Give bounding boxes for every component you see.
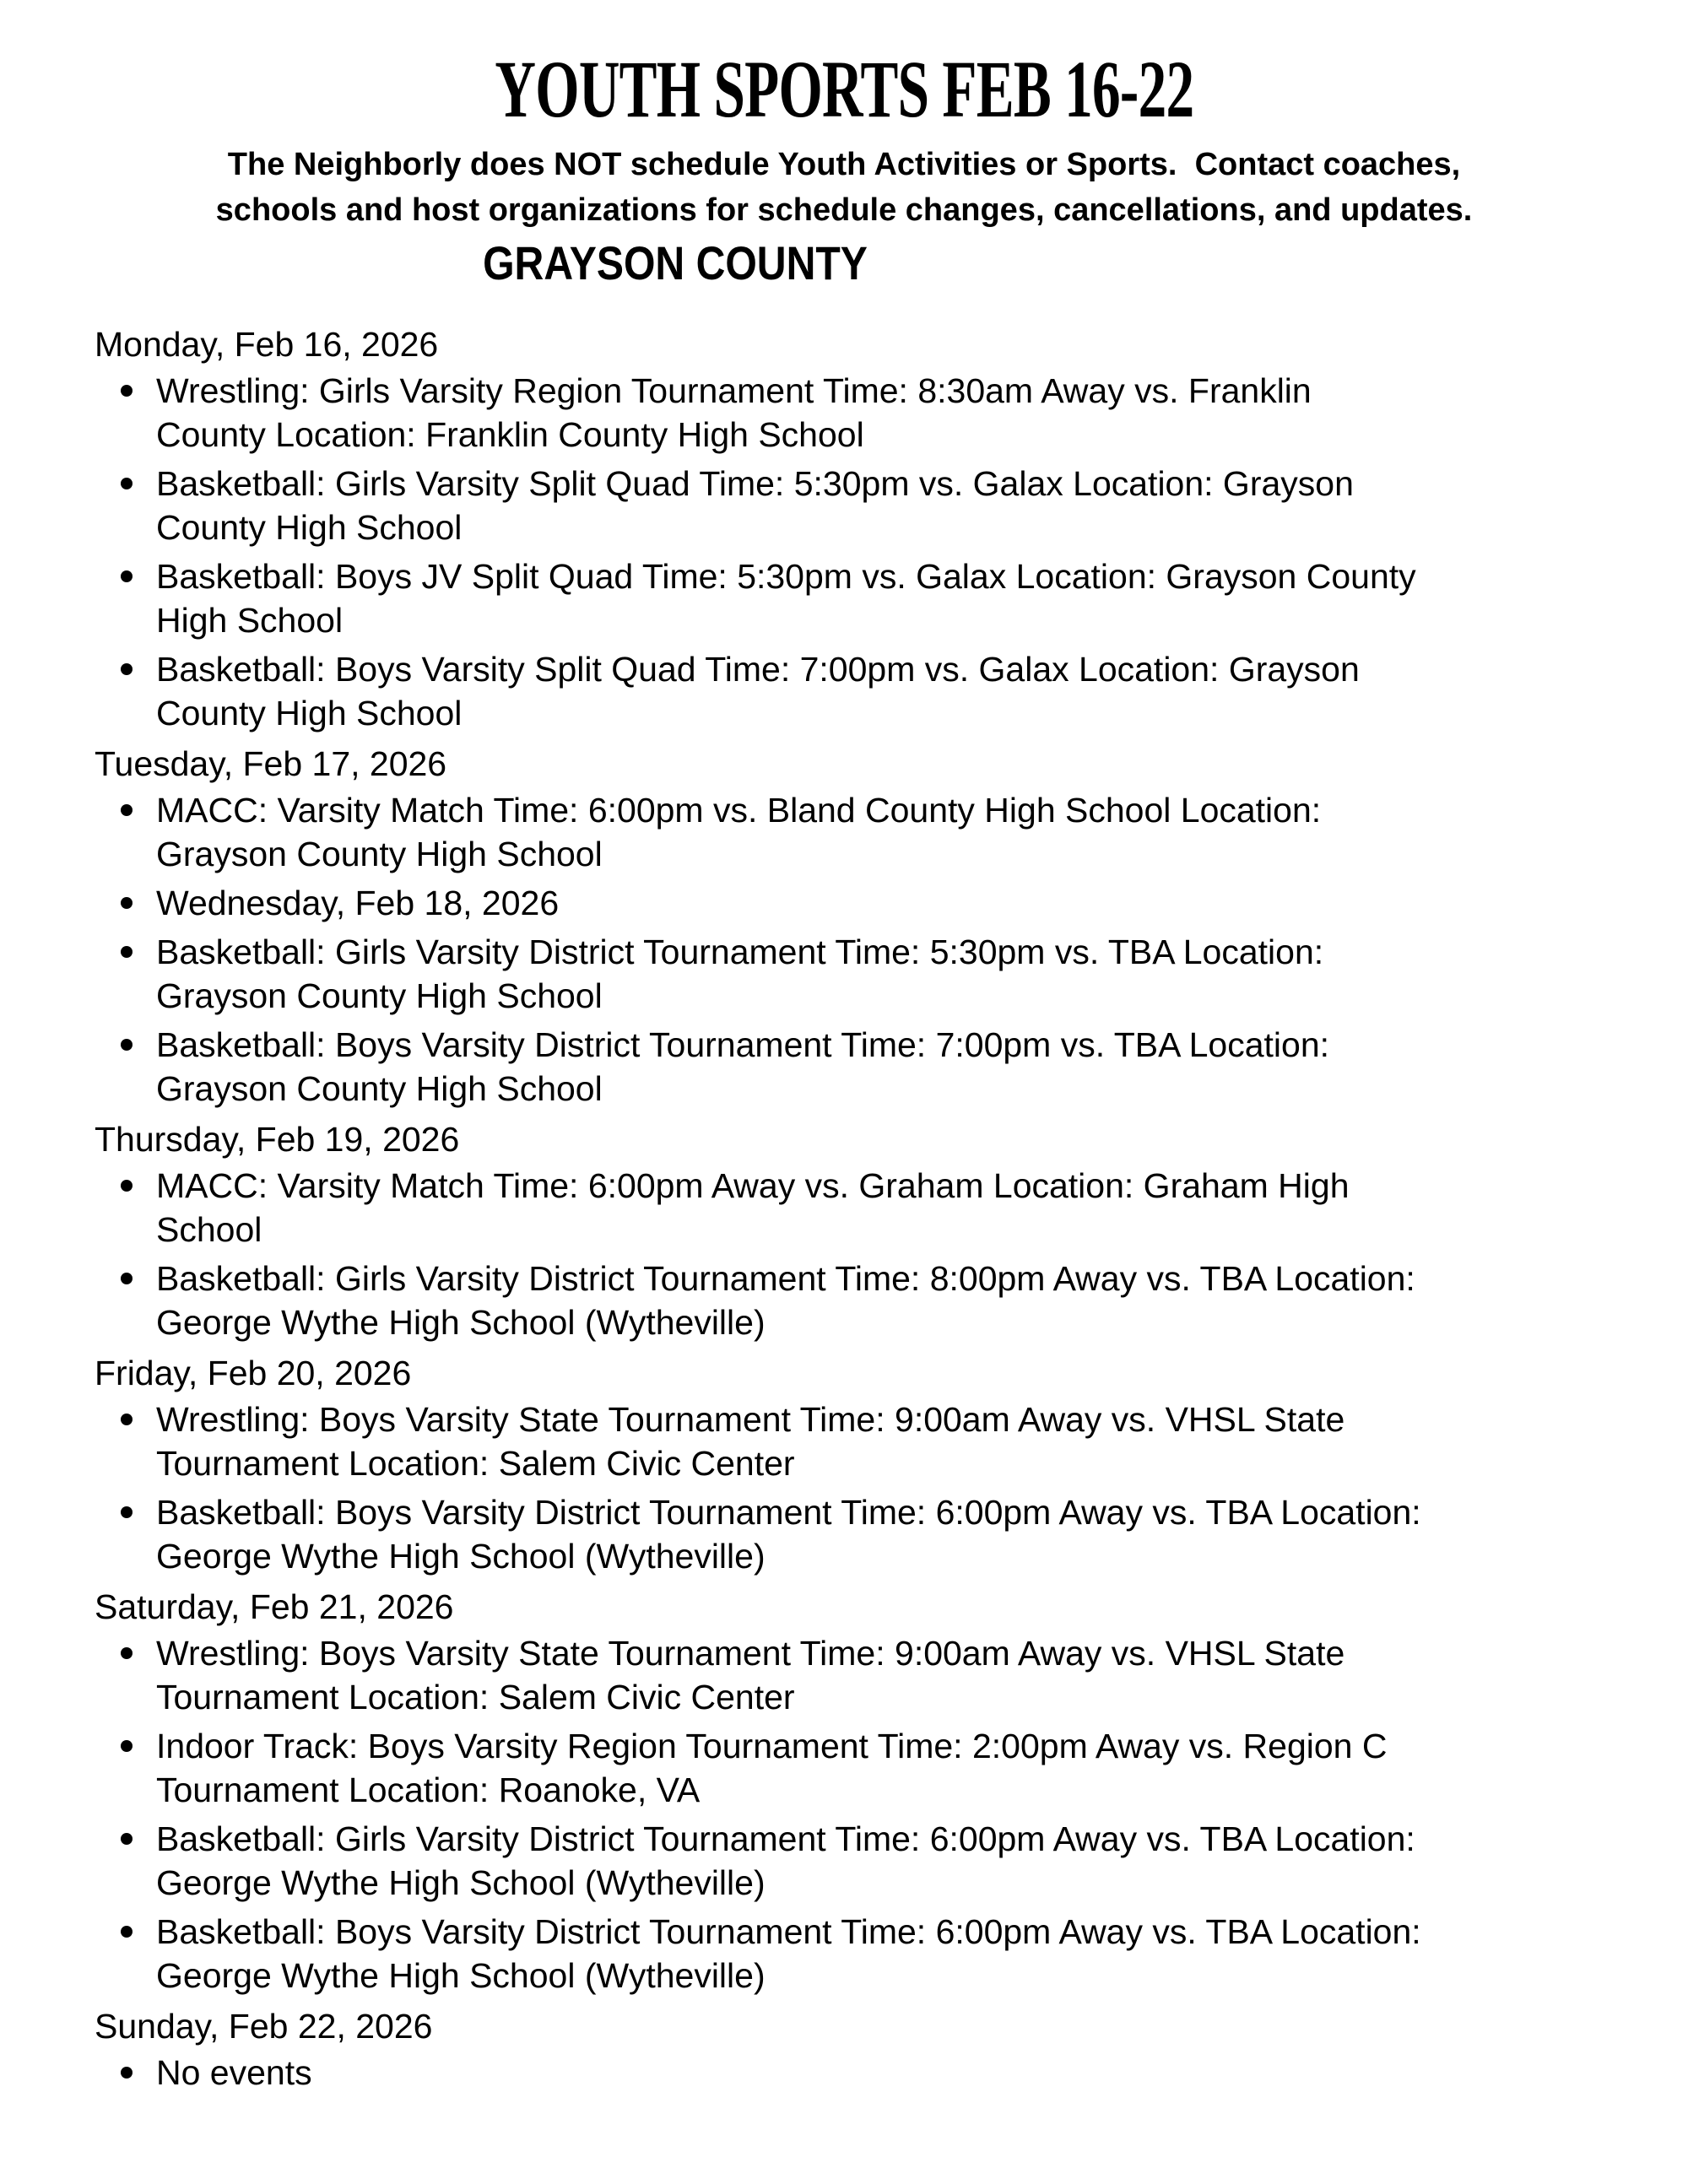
- day-section-monday: [95, 322, 1688, 735]
- event-text: No events: [156, 2053, 312, 2092]
- event-text: Indoor Track: Boys Varsity Region Tournament Time: 2:00pm Away vs. Region C Tournament Location: Roanoke, VA: [156, 1727, 1388, 1809]
- disclaimer-line-1: The Neighborly does NOT schedule Youth Activities or Sports. Contact coaches,: [227, 147, 1461, 182]
- county-heading-text: GRAYSON COUNTY: [483, 236, 868, 289]
- event-text: Basketball: Girls Varsity District Tournament Time: 5:30pm vs. TBA Location: Grayson County High School: [156, 933, 1324, 1015]
- event-item-no-events: [95, 2051, 1422, 2095]
- day-header: Monday, Feb 16, 2026: [95, 325, 439, 364]
- event-item: [95, 1910, 1422, 1997]
- event-item-wednesday-date: [95, 881, 1422, 925]
- event-text: Wrestling: Boys Varsity State Tournament Time: 9:00am Away vs. VHSL State Tournament Location: Salem Civic Center: [156, 1400, 1345, 1483]
- event-item: [95, 1257, 1422, 1344]
- bullet-icon: [121, 570, 133, 582]
- event-item: [95, 1490, 1422, 1578]
- day-header: Friday, Feb 20, 2026: [95, 1354, 412, 1392]
- event-item: [95, 1724, 1422, 1812]
- bullet-icon: [121, 1740, 133, 1752]
- event-text: Basketball: Girls Varsity District Tournament Time: 6:00pm Away vs. TBA Location: George Wythe High School (Wytheville): [156, 1819, 1415, 1902]
- page-title-text: YOUTH SPORTS FEB 16-22: [495, 44, 1193, 134]
- day-header: Sunday, Feb 22, 2026: [95, 2007, 433, 2046]
- event-item: [95, 554, 1422, 642]
- bullet-icon: [121, 385, 133, 397]
- event-item: [95, 1164, 1422, 1251]
- day-header: Saturday, Feb 21, 2026: [95, 1587, 454, 1626]
- event-text: Wednesday, Feb 18, 2026: [156, 884, 560, 922]
- event-item: [95, 647, 1422, 735]
- event-list: [95, 1397, 1688, 1578]
- event-text: Basketball: Boys Varsity District Tournament Time: 6:00pm Away vs. TBA Location: George Wythe High School (Wytheville): [156, 1493, 1421, 1576]
- bullet-icon: [121, 897, 133, 909]
- bullet-icon: [121, 946, 133, 958]
- day-header: Thursday, Feb 19, 2026: [95, 1120, 460, 1159]
- day-section-friday: [95, 1351, 1688, 1578]
- event-text: Wrestling: Girls Varsity Region Tournament Time: 8:30am Away vs. Franklin County Location: Franklin County High School: [156, 371, 1312, 454]
- page-title: [0, 44, 1688, 135]
- event-list: [95, 1631, 1688, 1997]
- day-section-tuesday: [95, 742, 1688, 1111]
- bullet-icon: [121, 1039, 133, 1051]
- event-list: [95, 2051, 1688, 2095]
- bullet-icon: [121, 1506, 133, 1518]
- bullet-icon: [121, 804, 133, 816]
- day-section-thursday: [95, 1117, 1688, 1344]
- bullet-icon: [121, 663, 133, 675]
- schedule: [0, 322, 1688, 2095]
- event-text: MACC: Varsity Match Time: 6:00pm Away vs. Graham Location: Graham High School: [156, 1166, 1350, 1249]
- day-section-saturday: [95, 1585, 1688, 1997]
- event-item: [95, 1631, 1422, 1719]
- bullet-icon: [121, 478, 133, 489]
- event-text: Basketball: Boys Varsity District Tournament Time: 7:00pm vs. TBA Location: Grayson County High School: [156, 1025, 1330, 1108]
- event-item: [95, 1397, 1422, 1485]
- event-text: Basketball: Girls Varsity District Tournament Time: 8:00pm Away vs. TBA Location: George Wythe High School (Wytheville): [156, 1259, 1415, 1342]
- bullet-icon: [121, 1180, 133, 1192]
- day-section-sunday: [95, 2004, 1688, 2095]
- event-text: Basketball: Girls Varsity Split Quad Time: 5:30pm vs. Galax Location: Grayson County High School: [156, 464, 1354, 547]
- event-item: [95, 788, 1422, 876]
- event-item: [95, 1023, 1422, 1111]
- event-list: [95, 1164, 1688, 1344]
- bullet-icon: [121, 1414, 133, 1425]
- event-text: Basketball: Boys Varsity District Tournament Time: 6:00pm Away vs. TBA Location: George Wythe High School (Wytheville): [156, 1912, 1421, 1995]
- day-header: Tuesday, Feb 17, 2026: [95, 744, 447, 783]
- event-list: [95, 788, 1688, 1111]
- event-text: Basketball: Boys JV Split Quad Time: 5:30pm vs. Galax Location: Grayson County High School: [156, 557, 1416, 640]
- event-list: [95, 369, 1688, 735]
- event-text: Wrestling: Boys Varsity State Tournament Time: 9:00am Away vs. VHSL State Tournament Location: Salem Civic Center: [156, 1634, 1345, 1716]
- bullet-icon: [121, 1273, 133, 1284]
- bullet-icon: [121, 1833, 133, 1845]
- bullet-icon: [121, 2067, 133, 2079]
- event-item: [95, 930, 1422, 1018]
- event-item: [95, 369, 1422, 457]
- event-item: [95, 462, 1422, 549]
- bullet-icon: [121, 1926, 133, 1938]
- bullet-icon: [121, 1647, 133, 1659]
- disclaimer-line-2: schools and host organizations for schedule changes, cancellations, and updates.: [215, 192, 1473, 228]
- disclaimer: [0, 142, 1688, 233]
- event-item: [95, 1817, 1422, 1905]
- county-heading: [0, 236, 1350, 290]
- event-text: MACC: Varsity Match Time: 6:00pm vs. Bland County High School Location: Grayson County High School: [156, 791, 1322, 873]
- event-text: Basketball: Boys Varsity Split Quad Time: 7:00pm vs. Galax Location: Grayson County High School: [156, 650, 1360, 733]
